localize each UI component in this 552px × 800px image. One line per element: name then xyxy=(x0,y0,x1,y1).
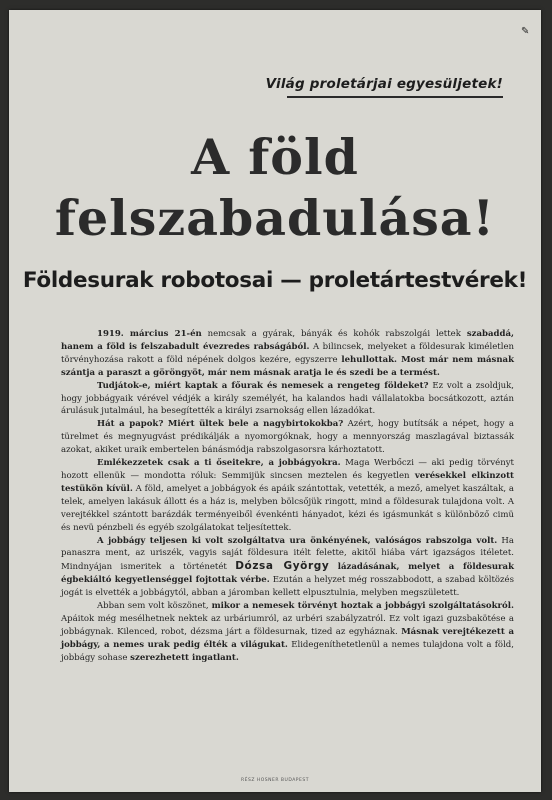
text: Ha panaszra ment, az uriszék, vagyis saját földesura itélt felette, akitől hiába várt igazságos itéletet. Mindnyájan ismeritek a történetét xyxy=(61,535,514,573)
text-bold: mikor a nemesek törvényt hoztak a jobbágyi szolgáltatásokról. xyxy=(211,601,514,612)
motto: Világ proletárjai egyesüljetek! xyxy=(265,76,503,92)
text-bold: A jobbágy teljesen ki volt szolgáltatva ura önkényének, valóságos rabszolga volt. xyxy=(97,535,498,546)
text: Maga Werbőczi — aki pedig törvényt hozott ellenük — mondotta róluk: Semmijük sincsen meztelen és kegyetlen xyxy=(61,458,514,481)
text: Ezután a helyzet még rosszabbodott, a szabad költözés jogát is elvették a jobbágytól, abban a járomban kellett elpusztulnia, melyben megszületett. xyxy=(61,575,514,599)
text-bold: lehullottak. Most már nem másnak szántja a paraszt a göröngyöt, már nem másnak aratja le és szedi be a termést. xyxy=(61,354,515,378)
text-bold: lázadásának, melyet a földesurak égbekiáltó kegyetlenséggel fojtottak vérbe. xyxy=(61,562,515,586)
text: A bilincsek, melyeket a földesurak kiméletlen törvényhozása rakott a föld népének dolgos kezére, egyszerre xyxy=(61,341,515,365)
paragraph xyxy=(61,328,514,380)
text: Ez volt a zsoldjuk, hogy jobbágyaik vérével védjék a király személyét, ha kalandos hadi vállalatokba bocsátkozott, aztán árulásuk jutalmául, ha besegítették a királyi zsarnokság ellen lázadókat. xyxy=(61,380,514,417)
text: A föld, amelyet a jobbágyok és apáik szántottak, vetették, a mező, amelyet kaszáltak, a telek, amelyen lakásuk állott és a ház is, melyben bölcsőjük ringott, mind a földesurak tulajdona volt. A verejtékkel szántott barázdák terményeiből évenkénti hányadot, kézi és igásmunkát s különböző cimü és nevü pénzbeli és egyéb szolgálatokat teljesítettek. xyxy=(61,483,514,533)
text: Apáitok még mesélhetnek nektek az urbáriumról, az urbéri szabályzatról. Ez volt igazi guzsbakötése a jobbágynak. Kilenced, robot, dézsma járt a földesurnak, tized az egyháznak. xyxy=(61,613,514,637)
date: 1919. március 21-én xyxy=(97,329,202,339)
subtitle: Földesurak robotosai — proletártestvérek! xyxy=(22,268,528,293)
text: Azért, hogy butítsák a népet, hogy a türelmet és megnyugvást prédikálják a nyomorgóknak, hogy a mennyország maszlagával biztassák azokat, akiket uraik embertelen bánásmódja rabszolgasorsra kárhoztatott. xyxy=(61,419,514,456)
title-line-2: felszabadulása! xyxy=(54,189,496,247)
text-bold: Tudjátok-e, miért kaptak a főurak és nemesek a rengeteg földeket? xyxy=(97,380,429,391)
text: Abban sem volt köszönet, xyxy=(97,601,212,612)
corner-mark-icon: ✎ xyxy=(521,26,530,37)
leaflet-page xyxy=(9,10,541,792)
text: Elidegeníthetetlenül a nemes tulajdona volt a föld, jobbágy sohase xyxy=(61,639,514,663)
paragraph xyxy=(61,535,514,601)
text-bold: Másnak verejtékezett a jobbágy, a nemes urak pedig élték a világukat. xyxy=(61,626,514,650)
paragraph xyxy=(61,418,514,457)
paragraph xyxy=(61,457,514,534)
paragraph xyxy=(61,380,514,419)
text: nemcsak a gyárak, bányák és kohók rabszolgái lettek xyxy=(201,329,467,339)
title-line-1: A föld xyxy=(191,128,359,186)
printer-imprint: RÉSZ HOSNER BUDAPEST xyxy=(241,778,309,783)
name-dozsa: Dózsa György xyxy=(235,560,330,573)
paragraph xyxy=(61,600,514,665)
body-text xyxy=(61,328,514,665)
text-bold: Emlékezzetek csak a ti őseitekre, a jobbágyokra. xyxy=(97,458,341,469)
text-bold: szerezhetett ingatlant. xyxy=(130,652,239,663)
text-bold: szabaddá, hanem a föld is felszabadult évezredes rabságából. xyxy=(61,329,514,352)
text-bold: verésekkel elkinzott testükön kívül. xyxy=(61,470,514,494)
motto-underline xyxy=(287,96,503,98)
text-bold: Hát a papok? Miért ültek bele a nagybirtokokba? xyxy=(97,419,344,430)
